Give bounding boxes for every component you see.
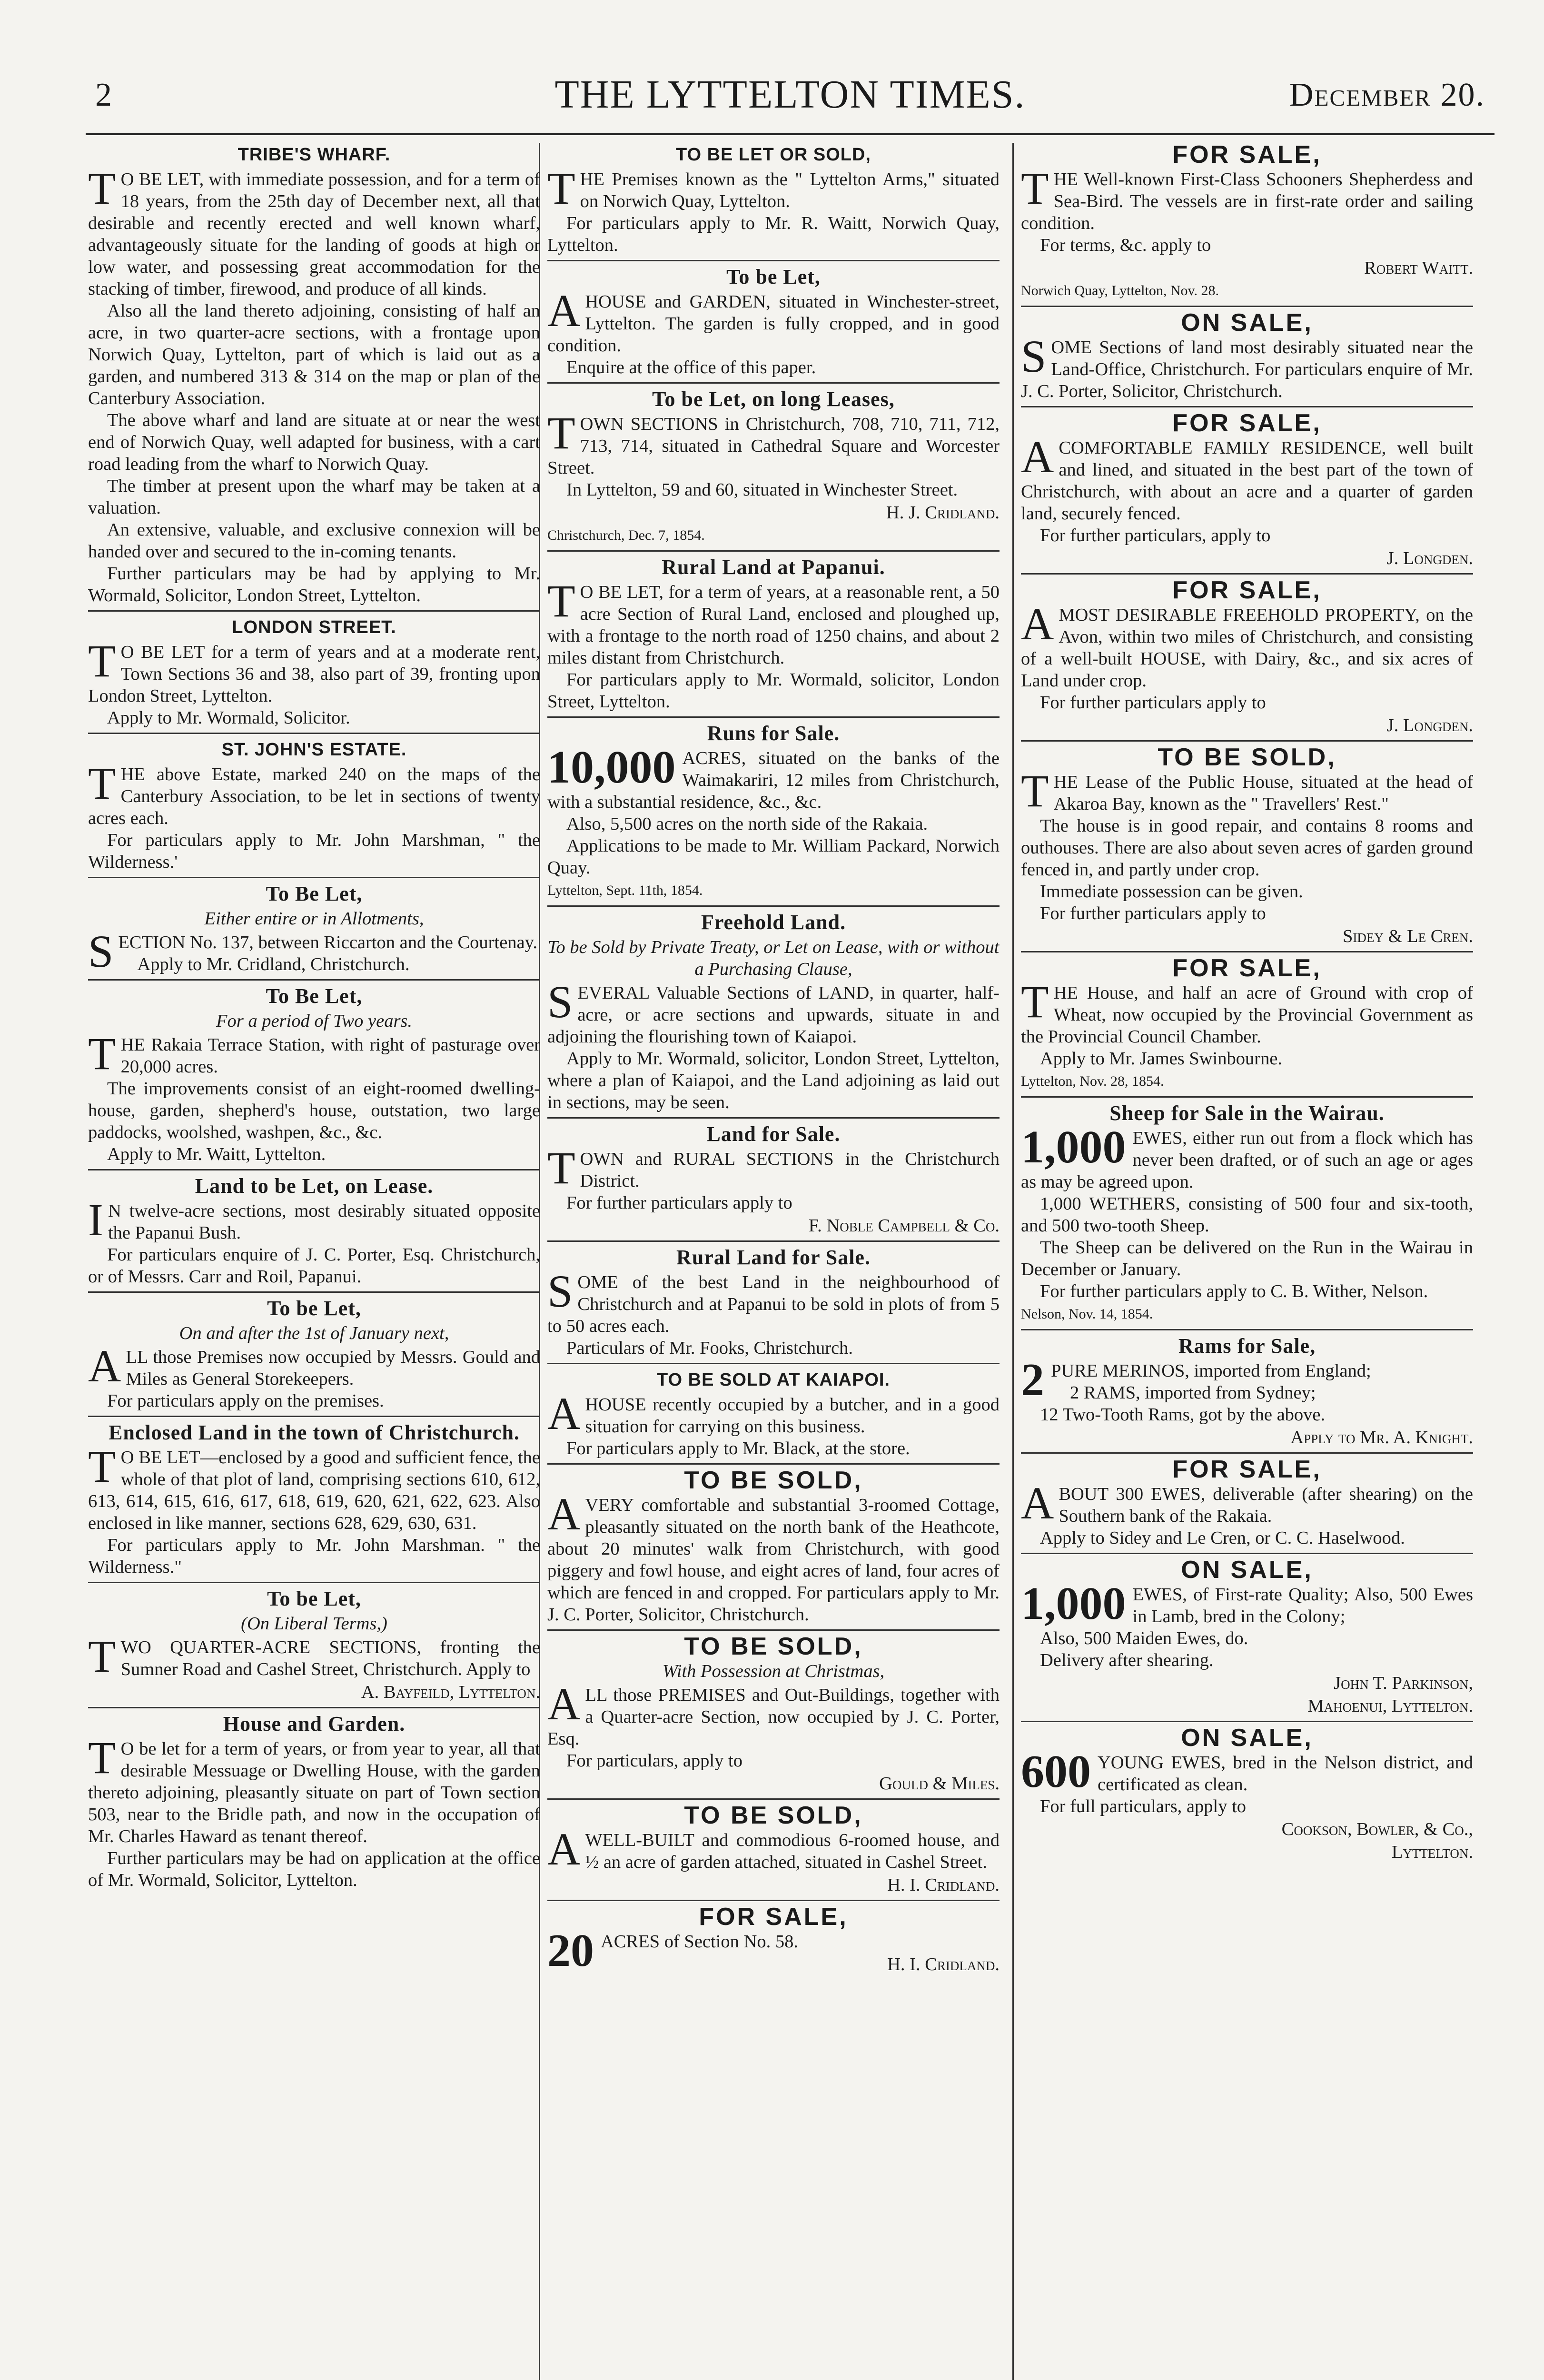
ad-subheading: Either entire or in Allotments, bbox=[204, 909, 424, 929]
ad-subheading: For a period of Two years. bbox=[216, 1011, 413, 1031]
ad-heading: Enclosed Land in the town of Christchurch. bbox=[109, 1421, 520, 1444]
ad-signature: Apply to Mr. A. Knight. bbox=[1290, 1428, 1473, 1448]
ad-body bbox=[547, 1266, 1000, 1337]
ad-body bbox=[547, 407, 1000, 479]
ad-body bbox=[547, 163, 1000, 214]
drop-number: 1,000 bbox=[1021, 1121, 1126, 1173]
ad-subheading: On and after the 1st of January next, bbox=[179, 1323, 449, 1343]
ad-text: YOUNG EWES, bred in the Nelson district, and certificated as clean. bbox=[1098, 1753, 1473, 1795]
ad-heading: FOR SALE, bbox=[1172, 143, 1322, 169]
ad-body bbox=[547, 285, 1000, 357]
advertisement bbox=[1021, 1329, 1473, 1448]
ad-heading: TO BE SOLD AT KAIAPOI. bbox=[657, 1370, 890, 1390]
ad-body bbox=[88, 163, 540, 300]
ad-text: EWES, either run out from a flock which has never been drafted, or of such an age or ages as may be agreed upon. bbox=[1021, 1128, 1473, 1192]
ad-paragraph: Applications to be made to Mr. William Packard, Norwich Quay. bbox=[547, 836, 1000, 878]
ad-text: HE Well-known First-Class Schooners Shepherdess and Sea-Bird. The vessels are in first-rate order and sailing condition. bbox=[1021, 169, 1473, 233]
advertisement bbox=[1021, 406, 1473, 569]
ad-body bbox=[547, 1488, 1000, 1626]
ad-signature: Robert Waitt. bbox=[1364, 258, 1473, 278]
ad-text: O BE LET, with immediate possession, and for a term of 18 years, from the 25th day of December next, all that desirable and recently erected and well known wharf, advantageously situate for the landing of goods at high or low water, and possessing great accommodation for the stacking of timber, firewood, and produce of all kinds. bbox=[88, 169, 540, 299]
ad-text: HE Premises known as the " Lyttelton Arms," situated on Norwich Quay, Lyttelton. bbox=[580, 169, 1000, 211]
advertisement bbox=[1021, 144, 1473, 302]
advertisement bbox=[1021, 1096, 1473, 1325]
ad-text: O BE LET, for a term of years, at a reasonable rent, a 50 acre Section of Rural Land, enclosed and ploughed up, with a frontage to the north road of 1250 chains, and about 2 miles distant from Christchurch. bbox=[547, 582, 1000, 668]
ad-paragraph: The timber at present upon the wharf may be taken at a valuation. bbox=[88, 476, 540, 518]
ad-text: WELL-BUILT and commodious 6-roomed house, and ½ an acre of garden attached, situated in Cashel Street. bbox=[585, 1830, 1000, 1872]
advertisement bbox=[547, 1629, 1000, 1795]
ad-paragraph: For further particulars apply to bbox=[566, 1193, 792, 1213]
advertisement bbox=[88, 1416, 540, 1578]
advertisement bbox=[547, 1363, 1000, 1459]
ad-text: EWES, of First-rate Quality; Also, 500 Ewes in Lamb, bred in the Colony; bbox=[1132, 1585, 1473, 1626]
drop-cap: A bbox=[1021, 598, 1054, 649]
ad-heading: TO BE SOLD, bbox=[684, 1633, 863, 1660]
ad-heading: TO BE SOLD, bbox=[1158, 744, 1336, 771]
page-number: 2 bbox=[95, 77, 112, 113]
drop-cap: T bbox=[88, 1631, 116, 1682]
ad-heading: Rural Land for Sale. bbox=[676, 1246, 871, 1269]
ad-paragraph: The improvements consist of an eight-roomed dwelling-house, garden, shepherd's house, outstation, two large paddocks, woolshed, washpen, &c., &c. bbox=[88, 1079, 540, 1142]
ad-text: OWN and RURAL SECTIONS in the Christchurch District. bbox=[580, 1149, 1000, 1191]
ad-signature: A. Bayfeild, Lyttelton. bbox=[361, 1682, 540, 1702]
ad-heading: Land for Sale. bbox=[706, 1122, 841, 1146]
ad-text: MOST DESIRABLE FREEHOLD PROPERTY, on the Avon, within two miles of Christchurch, and consisting of a well-built HOUSE, with Dairy, &c., and six acres of Land under crop. bbox=[1021, 605, 1473, 691]
ad-paragraph: Apply to Mr. James Swinbourne. bbox=[1040, 1049, 1283, 1069]
ad-body bbox=[547, 976, 1000, 1048]
drop-cap: T bbox=[88, 758, 116, 809]
ad-signature: John T. Parkinson, bbox=[1334, 1673, 1473, 1693]
advertisement bbox=[88, 1707, 540, 1891]
advertisement bbox=[547, 382, 1000, 546]
ad-signature: Lyttelton. bbox=[1391, 1842, 1473, 1862]
masthead bbox=[86, 71, 1495, 135]
ad-paragraph: For particulars enquire of J. C. Porter, Esq. Christchurch, or of Messrs. Carr and Roil, Papanui. bbox=[88, 1245, 540, 1287]
ad-heading: To Be Let, bbox=[266, 984, 363, 1008]
ad-text: O BE LET—enclosed by a good and sufficient fence, the whole of that plot of land, comprising sections 610, 612, 613, 614, 615, 616, 617, 618, 619, 620, 621, 622, 623. Also enclosed in like manner, sections 628, 629, 630, 631. bbox=[88, 1448, 540, 1533]
ad-paragraph: An extensive, valuable, and exclusive connexion will be handed over and secured to the in-coming tenants. bbox=[88, 520, 540, 562]
ad-body bbox=[88, 758, 540, 829]
drop-cap: T bbox=[1021, 976, 1049, 1027]
ad-heading: Freehold Land. bbox=[701, 911, 846, 934]
advertisement bbox=[547, 260, 1000, 378]
ad-subheading: (On Liberal Terms,) bbox=[241, 1614, 387, 1634]
drop-cap: T bbox=[547, 1142, 575, 1193]
ad-dateline: Norwich Quay, Lyttelton, Nov. 28. bbox=[1021, 283, 1219, 298]
column-2 bbox=[547, 143, 1000, 2380]
ad-body bbox=[88, 1340, 540, 1391]
ad-paragraph: Particulars of Mr. Fooks, Christchurch. bbox=[566, 1338, 853, 1358]
drop-cap: T bbox=[1021, 163, 1049, 214]
ad-body bbox=[1021, 1746, 1473, 1797]
ad-heading: Rural Land at Papanui. bbox=[662, 555, 885, 579]
drop-cap: A bbox=[88, 1340, 121, 1391]
ad-text: COMFORTABLE FAMILY RESIDENCE, well built and lined, and situated in the best part of the town of Christchurch, with about an acre and a quarter of garden land, securely fenced. bbox=[1021, 438, 1473, 524]
ad-text: PURE MERINOS, imported from England; bbox=[1051, 1361, 1371, 1381]
ad-dateline: Christchurch, Dec. 7, 1854. bbox=[547, 527, 705, 543]
newspaper-title: THE LYTTELTON TIMES. bbox=[554, 72, 1026, 117]
ad-paragraph: In Lyttelton, 59 and 60, situated in Winchester Street. bbox=[566, 480, 958, 500]
ad-dateline: Lyttelton, Nov. 28, 1854. bbox=[1021, 1073, 1164, 1089]
ad-body bbox=[547, 742, 1000, 813]
drop-cap: T bbox=[88, 1028, 116, 1079]
ad-signature: J. Longden. bbox=[1386, 548, 1473, 568]
ad-paragraph: For further particulars apply to C. B. Wither, Nelson. bbox=[1040, 1281, 1428, 1301]
ad-heading: Land to be Let, on Lease. bbox=[195, 1174, 434, 1198]
ad-paragraph: For particulars apply on the premises. bbox=[107, 1391, 384, 1411]
drop-cap: T bbox=[547, 575, 575, 626]
drop-cap: T bbox=[1021, 765, 1049, 816]
drop-number: 2 bbox=[1021, 1354, 1044, 1406]
drop-cap: A bbox=[547, 1488, 581, 1539]
ad-signature: H. I. Cridland. bbox=[887, 1875, 1000, 1895]
issue-date: December 20. bbox=[1289, 77, 1485, 113]
ad-text: HE Lease of the Public House, situated at the head of Akaroa Bay, known as the " Travellers' Rest." bbox=[1053, 772, 1473, 814]
ad-text: LL those Premises now occupied by Messrs. Gould and Miles as General Storekeepers. bbox=[126, 1347, 540, 1389]
ad-body bbox=[88, 1441, 540, 1534]
ad-subheading: To be Sold by Private Treaty, or Let on Lease, with or without a Purchasing Clause, bbox=[547, 937, 1000, 979]
ad-signature: Cookson, Bowler, & Co., bbox=[1281, 1819, 1473, 1839]
ad-paragraph: The house is in good repair, and contains 8 rooms and outhouses. There are also about seven acres of garden ground fenced in, and partly under crop. bbox=[1021, 816, 1473, 880]
ad-paragraph: For further particulars apply to bbox=[1040, 693, 1266, 713]
ad-heading: TRIBE'S WHARF. bbox=[238, 145, 391, 165]
ad-paragraph: For further particulars, apply to bbox=[1040, 526, 1271, 545]
ad-text: ACRES of Section No. 58. bbox=[601, 1932, 798, 1952]
advertisement bbox=[547, 1463, 1000, 1626]
advertisement bbox=[547, 550, 1000, 713]
advertisement bbox=[547, 716, 1000, 902]
ad-text: HE House, and half an acre of Ground with crop of Wheat, now occupied by the Provincial Government as the Provincial Council Chamber. bbox=[1021, 983, 1473, 1047]
ad-heading: FOR SALE, bbox=[1172, 409, 1322, 437]
ad-paragraph: Immediate possession can be given. bbox=[1040, 882, 1303, 902]
ad-heading: To be Let, bbox=[267, 1587, 361, 1610]
ad-paragraph: Apply to Mr. Cridland, Christchurch. bbox=[137, 954, 410, 974]
ad-heading: Sheep for Sale in the Wairau. bbox=[1109, 1101, 1385, 1125]
ad-paragraph: Enquire at the office of this paper. bbox=[566, 357, 816, 377]
advertisement bbox=[547, 144, 1000, 256]
drop-cap: A bbox=[547, 285, 581, 336]
ad-paragraph: For particulars apply to Mr. Black, at the store. bbox=[566, 1438, 910, 1458]
column-rule bbox=[1012, 143, 1014, 2380]
drop-number: 600 bbox=[1021, 1746, 1091, 1797]
ad-signature: Sidey & Le Cren. bbox=[1342, 926, 1473, 946]
ad-text: HE Rakaia Terrace Station, with right of pasturage over 20,000 acres. bbox=[120, 1035, 540, 1077]
ad-body bbox=[1021, 163, 1473, 234]
drop-cap: S bbox=[547, 976, 573, 1027]
advertisement bbox=[88, 733, 540, 873]
ad-signature: H. I. Cridland. bbox=[887, 1954, 1000, 1974]
ad-text: LL those PREMISES and Out-Buildings, together with a Quarter-acre Section, now occupied by J. C. Porter, Esq. bbox=[547, 1685, 1000, 1749]
ad-signature: Gould & Miles. bbox=[879, 1774, 1000, 1794]
ad-heading: FOR SALE, bbox=[1172, 1456, 1322, 1483]
ad-dateline: Lyttelton, Sept. 11th, 1854. bbox=[547, 883, 703, 898]
ad-heading: TO BE SOLD, bbox=[684, 1467, 863, 1494]
ad-text: OME of the best Land in the neighbourhood of Christchurch and at Papanui to be sold in plots of from 5 to 50 acres each. bbox=[547, 1272, 1000, 1336]
ad-heading: FOR SALE, bbox=[699, 1903, 848, 1931]
advertisement bbox=[547, 1900, 1000, 1975]
ad-paragraph: Also, 500 Maiden Ewes, do. bbox=[1040, 1628, 1248, 1648]
drop-cap: T bbox=[88, 635, 116, 686]
ad-body bbox=[1021, 765, 1473, 816]
ad-heading: To be Let, bbox=[267, 1297, 361, 1320]
ad-text: EVERAL Valuable Sections of LAND, in quarter, half-acre, or acre sections and upwards, situate in and adjoining the flourishing town of Kaiapoi. bbox=[547, 983, 1000, 1047]
drop-cap: A bbox=[1021, 1478, 1054, 1528]
advertisement bbox=[1021, 1553, 1473, 1717]
ad-text: O be let for a term of years, or from year to year, all that desirable Messuage or Dwelling House, with the garden thereto adjoining, pleasantly situate on part of Town section 503, near to the Bridle path, and now in the occupation of Mr. Charles Haward as tenant thereof. bbox=[88, 1739, 540, 1846]
drop-cap: S bbox=[88, 926, 114, 977]
ad-heading: Rams for Sale, bbox=[1178, 1334, 1316, 1358]
drop-cap: S bbox=[1021, 331, 1047, 382]
drop-number: 10,000 bbox=[547, 742, 676, 793]
ad-text: BOUT 300 EWES, deliverable (after shearing) on the Southern bank of the Rakaia. bbox=[1059, 1484, 1473, 1526]
ad-paragraph: Apply to Mr. Wormald, Solicitor. bbox=[107, 708, 350, 728]
ad-paragraph: Apply to Mr. Wormald, solicitor, London Street, Lyttelton, where a plan of Kaiapoi, and the Land adjoining as laid out in sections, may be seen. bbox=[547, 1049, 1000, 1112]
ad-body bbox=[1021, 431, 1473, 525]
ad-body bbox=[88, 1631, 540, 1682]
ad-heading: To Be Let, bbox=[266, 882, 363, 905]
advertisement bbox=[547, 1798, 1000, 1896]
ad-signature: F. Noble Campbell & Co. bbox=[808, 1216, 1000, 1236]
ad-paragraph: For particulars apply to Mr. R. Waitt, Norwich Quay, Lyttelton. bbox=[547, 213, 1000, 255]
ad-paragraph: For particulars apply to Mr. John Marshman. " the Wilderness." bbox=[88, 1535, 540, 1577]
ad-paragraph: For particulars apply to Mr. Wormald, solicitor, London Street, Lyttelton. bbox=[547, 670, 1000, 712]
drop-cap: A bbox=[547, 1388, 581, 1439]
ad-text: ECTION No. 137, between Riccarton and the Courtenay. bbox=[118, 932, 538, 952]
advertisement bbox=[88, 610, 540, 729]
ad-text: O BE LET for a term of years and at a moderate rent, Town Sections 36 and 38, also part of 39, fronting upon London Street, Lyttelton. bbox=[88, 642, 540, 706]
drop-cap: T bbox=[88, 1732, 116, 1783]
column-1 bbox=[88, 143, 540, 2380]
advertisement bbox=[1021, 1721, 1473, 1863]
ad-body bbox=[88, 1732, 540, 1847]
ad-text: VERY comfortable and substantial 3-roomed Cottage, pleasantly situated on the north bank of the Heathcote, about 20 minutes' walk from Christchurch, with good piggery and fowl house, and eight acres of land, four acres of which are fenced in and cropped. For particulars apply to Mr. J. C. Porter, Solicitor, Christchurch. bbox=[547, 1495, 1000, 1625]
ad-heading: House and Garden. bbox=[223, 1712, 406, 1735]
ad-paragraph: For further particulars apply to bbox=[1040, 903, 1266, 923]
ad-signature: Mahoenui, Lyttelton. bbox=[1307, 1696, 1473, 1716]
ad-body bbox=[547, 1388, 1000, 1439]
drop-cap: A bbox=[547, 1678, 581, 1729]
ad-text: N twelve-acre sections, most desirably situated opposite the Papanui Bush. bbox=[108, 1201, 540, 1243]
ad-heading: To be Let, bbox=[726, 265, 821, 288]
drop-cap: T bbox=[547, 407, 575, 458]
ad-paragraph: Apply to Sidey and Le Cren, or C. C. Haselwood. bbox=[1040, 1528, 1405, 1548]
ad-body bbox=[1021, 976, 1473, 1048]
ad-heading: TO BE SOLD, bbox=[684, 1802, 863, 1829]
ad-paragraph: For particulars apply to Mr. John Marshman, " the Wilderness.' bbox=[88, 830, 540, 872]
advertisement bbox=[1021, 951, 1473, 1092]
ad-paragraph: The Sheep can be delivered on the Run in the Wairau in December or January. bbox=[1021, 1238, 1473, 1279]
ad-paragraph: For terms, &c. apply to bbox=[1040, 235, 1211, 255]
ad-dateline: Nelson, Nov. 14, 1854. bbox=[1021, 1306, 1153, 1322]
ad-paragraph: Further particulars may be had by applying to Mr. Wormald, Solicitor, London Street, Lyttelton. bbox=[88, 564, 540, 605]
drop-cap: T bbox=[547, 163, 575, 214]
ad-paragraph: Also all the land thereto adjoining, consisting of half an acre, in two quarter-acre sections, with a frontage upon Norwich Quay, Lyttelton, part of which is laid out as a garden, and numbered 313 & 314 on the map or plan of the Canterbury Association. bbox=[88, 301, 540, 408]
ad-heading: FOR SALE, bbox=[1172, 576, 1322, 604]
ad-paragraph: 12 Two-Tooth Rams, got by the above. bbox=[1040, 1405, 1326, 1425]
drop-cap: T bbox=[88, 163, 116, 214]
ad-paragraph: Further particulars may be had on application at the office of Mr. Wormald, Solicitor, Lyttelton. bbox=[88, 1848, 540, 1890]
ad-paragraph: 2 RAMS, imported from Sydney; bbox=[1070, 1383, 1316, 1403]
ad-body bbox=[1021, 1478, 1473, 1528]
ad-paragraph: Apply to Mr. Waitt, Lyttelton. bbox=[107, 1144, 326, 1164]
advertisement bbox=[88, 144, 540, 606]
ad-paragraph: The above wharf and land are situate at or near the west end of Norwich Quay, well adapted for business, with a cart road leading from the wharf to Norwich Quay. bbox=[88, 410, 540, 474]
drop-cap: T bbox=[88, 1441, 116, 1492]
drop-cap: I bbox=[88, 1194, 103, 1245]
ad-paragraph: For full particulars, apply to bbox=[1040, 1796, 1247, 1816]
ad-paragraph: Delivery after shearing. bbox=[1040, 1650, 1214, 1670]
ad-heading: ON SALE, bbox=[1181, 1556, 1313, 1584]
advertisement bbox=[1021, 1452, 1473, 1549]
drop-cap: A bbox=[1021, 431, 1054, 482]
ad-body bbox=[1021, 1121, 1473, 1193]
advertisement bbox=[547, 1117, 1000, 1237]
ad-paragraph: Also, 5,500 acres on the north side of the Rakaia. bbox=[566, 814, 928, 834]
ad-heading: To be Let, on long Leases, bbox=[652, 387, 895, 411]
ad-body bbox=[88, 1028, 540, 1079]
advertisement bbox=[1021, 740, 1473, 947]
ad-text: ACRES, situated on the banks of the Waimakariri, 12 miles from Christchurch, with a substantial residence, &c., &c. bbox=[547, 748, 1000, 812]
advertisement bbox=[88, 979, 540, 1165]
advertisement bbox=[547, 905, 1000, 1113]
drop-number: 1,000 bbox=[1021, 1578, 1126, 1629]
ad-heading: FOR SALE, bbox=[1172, 954, 1322, 982]
ad-heading: TO BE LET OR SOLD, bbox=[676, 145, 871, 165]
ad-body bbox=[88, 635, 540, 707]
ad-body bbox=[1021, 1578, 1473, 1629]
ad-signature: J. Longden. bbox=[1386, 715, 1473, 735]
drop-cap: A bbox=[547, 1824, 581, 1874]
ad-text: HOUSE and GARDEN, situated in Winchester-street, Lyttelton. The garden is fully cropped, and in good condition. bbox=[547, 292, 1000, 356]
ad-body bbox=[88, 1194, 540, 1245]
ad-text: HE above Estate, marked 240 on the maps of the Canterbury Association, to be let in sections of twenty acres each. bbox=[88, 764, 540, 828]
ad-text: HOUSE recently occupied by a butcher, and in a good situation for carrying on this business. bbox=[585, 1395, 1000, 1437]
ad-body bbox=[547, 575, 1000, 669]
ad-heading: ON SALE, bbox=[1181, 1724, 1313, 1752]
ad-heading: ST. JOHN'S ESTATE. bbox=[221, 740, 407, 760]
advertisement bbox=[1021, 306, 1473, 402]
advertisement bbox=[547, 1240, 1000, 1359]
ad-heading: LONDON STREET. bbox=[232, 617, 396, 637]
advertisement bbox=[88, 1291, 540, 1412]
ad-paragraph: 1,000 WETHERS, consisting of 500 four and six-tooth, and 500 two-tooth Sheep. bbox=[1021, 1194, 1473, 1236]
ad-text: OME Sections of land most desirably situated near the Land-Office, Christchurch. For particulars enquire of Mr. J. C. Porter, Solicitor, Christchurch. bbox=[1021, 337, 1473, 401]
drop-cap: S bbox=[547, 1266, 573, 1317]
ad-body bbox=[1021, 331, 1473, 402]
advertisement bbox=[1021, 573, 1473, 736]
advertisement bbox=[88, 877, 540, 975]
ad-heading: ON SALE, bbox=[1181, 309, 1313, 337]
ad-text: WO QUARTER-ACRE SECTIONS, fronting the Sumner Road and Cashel Street, Christchurch. Apply to bbox=[120, 1637, 540, 1679]
column-3 bbox=[1021, 143, 1473, 2380]
ad-subheading: With Possession at Christmas, bbox=[662, 1661, 885, 1681]
ad-signature: H. J. Cridland. bbox=[886, 503, 1000, 523]
ad-body bbox=[547, 1678, 1000, 1750]
ad-body bbox=[547, 1142, 1000, 1193]
ad-body bbox=[1021, 598, 1473, 692]
ad-paragraph: For particulars, apply to bbox=[566, 1751, 742, 1771]
drop-number: 20 bbox=[547, 1925, 594, 1976]
advertisement bbox=[88, 1582, 540, 1703]
advertisement bbox=[88, 1169, 540, 1288]
ad-heading: Runs for Sale. bbox=[707, 722, 840, 745]
ad-text: OWN SECTIONS in Christchurch, 708, 710, 711, 712, 713, 714, situated in Cathedral Square and Worcester Street. bbox=[547, 414, 1000, 478]
ad-body bbox=[547, 1824, 1000, 1874]
